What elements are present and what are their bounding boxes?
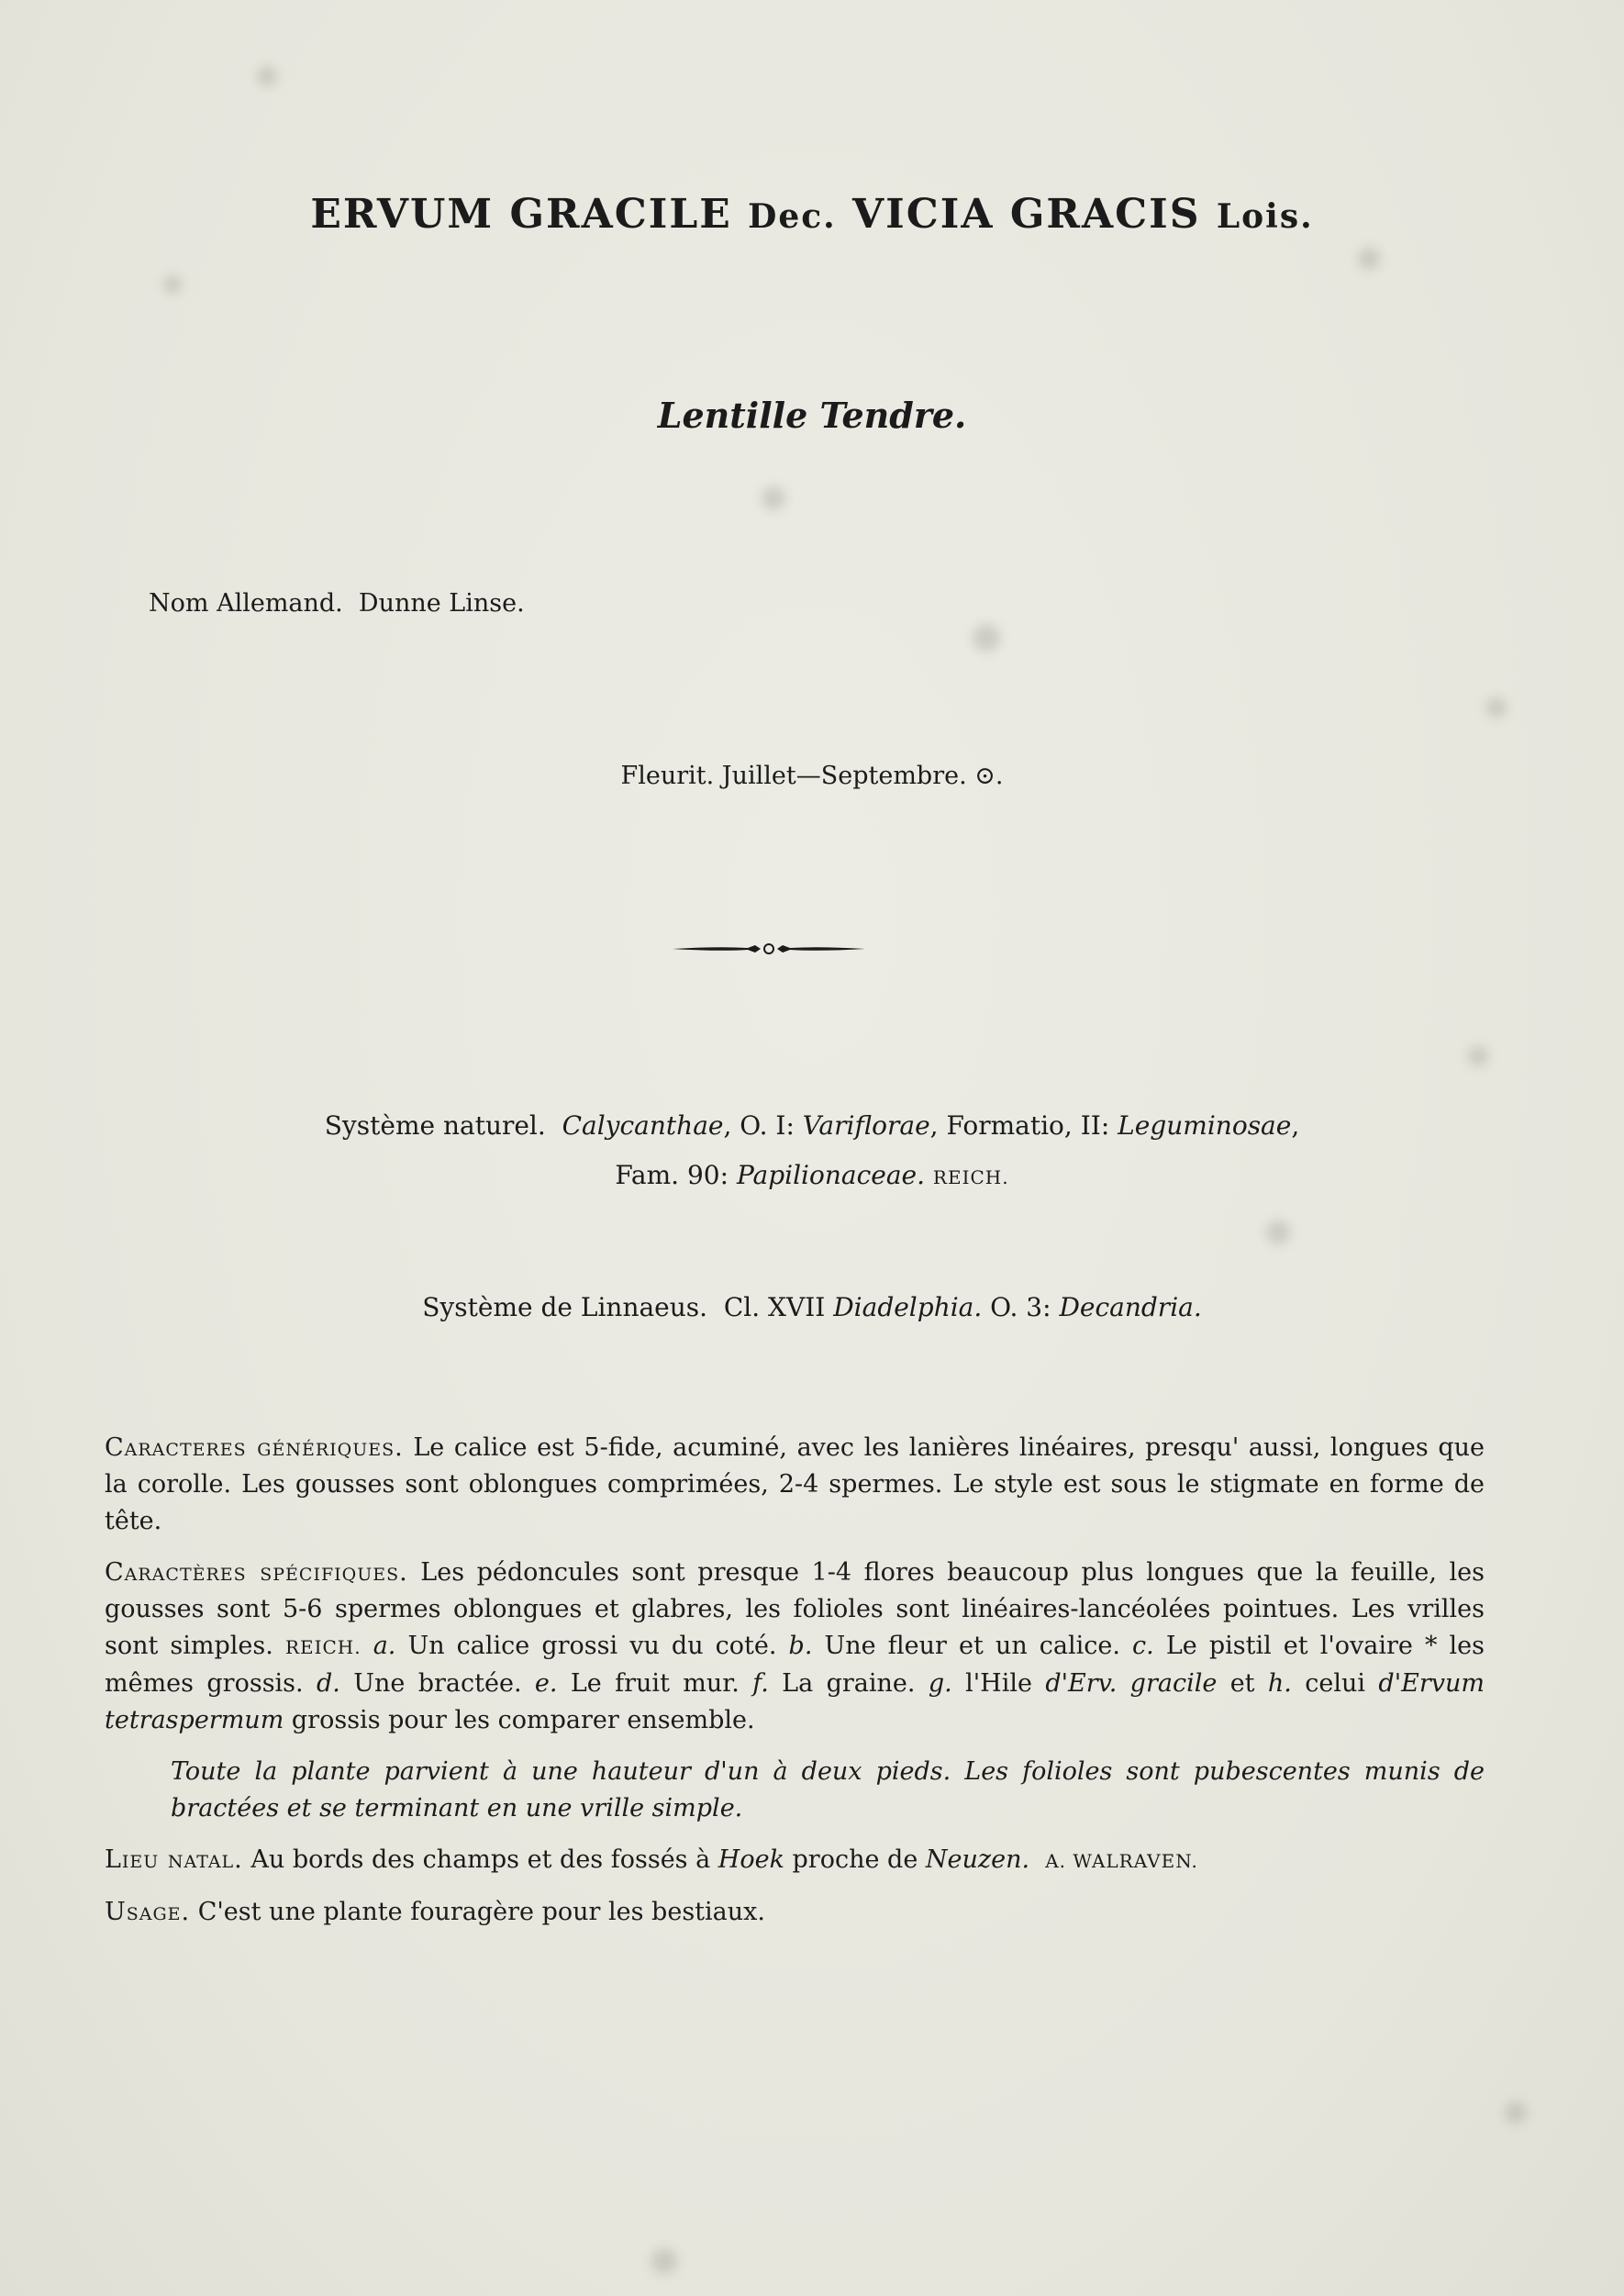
title-genus-ervum: ERVUM GRACILE	[310, 191, 732, 238]
specific-text: Les pédoncules sont presque 1-4 flores beaucoup plus longues que la feuille, les gousses sont 5-6 spermes oblongues et glabres, les folioles sont linéaires-lancéolées pointues. Les vrilles sont simples.	[105, 1558, 1485, 1660]
native-place-text: proche de	[784, 1845, 926, 1874]
usage-label: Usage.	[105, 1898, 191, 1926]
generic-text: Le calice est 5-fide, acuminé, avec les lanières linéaires, presqu' aussi, longues que la corolle. Les gousses sont oblongues comprimées, 2-4 spermes. Le style est sous le stigmate en forme de tête.	[105, 1433, 1485, 1535]
description	[105, 1430, 1485, 1945]
figure-caption: Une bractée.	[339, 1669, 535, 1698]
figure-letter: g.	[928, 1669, 952, 1698]
paper-stain	[973, 624, 1000, 652]
usage	[105, 1894, 1485, 1931]
reference-author: REICH.	[284, 1636, 362, 1658]
family-label: Fam. 90:	[615, 1160, 737, 1190]
common-name: Lentille Tendre.	[657, 395, 967, 436]
reference-author: REICH.	[932, 1166, 1009, 1188]
divider-ornament	[673, 938, 865, 960]
usage-text: C'est une plante fouragère pour les bestiaux.	[190, 1898, 765, 1926]
formatio-name: Leguminosae	[1118, 1110, 1292, 1141]
figure-letter: a.	[373, 1632, 396, 1660]
paper-stain	[1266, 1220, 1290, 1244]
specific-label: Caractères spécifiques.	[105, 1558, 408, 1587]
species-name: d'Erv. gracile	[1045, 1669, 1218, 1698]
figure-caption: Un calice grossi vu du coté.	[395, 1632, 789, 1660]
german-name: Nom Allemand. Dunne Linse.	[149, 589, 525, 618]
figure-letter: h.	[1267, 1669, 1292, 1698]
order-name: Variflorae	[802, 1110, 930, 1141]
paper-stain	[651, 2248, 677, 2274]
place-name: Hoek	[717, 1845, 784, 1874]
linnaeus-class-name: Diadelphia.	[833, 1292, 983, 1322]
paper-stain	[762, 486, 785, 510]
paper-stain	[1358, 248, 1380, 270]
class-name: Calycanthae	[562, 1110, 724, 1141]
paper-stain	[257, 66, 277, 86]
title-genus-vicia: VICIA GRACIS	[852, 191, 1201, 238]
title-author-dec: Dec.	[748, 197, 837, 236]
figure-letter: b.	[788, 1632, 813, 1660]
family-name: Papilionaceae.	[736, 1160, 926, 1190]
figure-caption: l'Hile	[951, 1669, 1046, 1698]
species-name: d'Ervum tetraspermum	[105, 1669, 1485, 1734]
natural-system	[0, 1101, 1624, 1202]
linnaeus-order-name: Decandria.	[1059, 1292, 1202, 1322]
plant-note: Toute la plante parvient à une hauteur d'un à deux pieds. Les folioles sont pubescentes munis de bractées et se terminant en une vrille simple.	[171, 1757, 1485, 1822]
generic-characters	[105, 1430, 1485, 1540]
formatio-label: , Formatio, II:	[929, 1110, 1118, 1141]
paper-stain	[1486, 697, 1507, 718]
page-title	[0, 191, 1624, 238]
linnaeus-label: Système de Linnaeus.	[422, 1292, 708, 1322]
paper-stain	[163, 275, 182, 294]
order-label: , O. I:	[723, 1110, 803, 1141]
linnaeus-order: O. 3:	[982, 1292, 1060, 1322]
native-place	[105, 1842, 1485, 1879]
specific-characters	[105, 1555, 1485, 1739]
native-place-label: Lieu natal.	[105, 1845, 243, 1874]
figure-letter: d.	[317, 1669, 340, 1698]
figure-caption: La graine.	[768, 1669, 929, 1698]
figure-caption: celui	[1291, 1669, 1379, 1698]
figure-caption: grossis pour les comparer ensemble.	[284, 1706, 755, 1734]
punctuation: ,	[1291, 1110, 1300, 1141]
figure-caption: et	[1217, 1669, 1268, 1698]
linnaeus-system	[0, 1292, 1624, 1322]
paper-stain	[1505, 2101, 1527, 2123]
flowering-period: Fleurit. Juillet—Septembre. ⊙.	[620, 762, 1004, 790]
figure-caption: Le pistil et l'ovaire * les mêmes grossis.	[105, 1632, 1485, 1698]
generic-label: Caracteres génériques.	[105, 1433, 404, 1462]
place-name: Neuzen.	[925, 1845, 1030, 1874]
linnaeus-class: Cl. XVII	[723, 1292, 834, 1322]
figure-caption: Le fruit mur.	[557, 1669, 753, 1698]
figure-letter: f.	[752, 1669, 769, 1698]
natural-system-label: Système naturel.	[324, 1110, 546, 1141]
figure-caption: Une fleur et un calice.	[812, 1632, 1133, 1660]
collector-name: A. WALRAVEN.	[1045, 1850, 1198, 1872]
figure-letter: c.	[1132, 1632, 1154, 1660]
figure-letter: e.	[534, 1669, 558, 1698]
title-author-lois: Lois.	[1216, 197, 1314, 236]
paper-stain	[1468, 1046, 1488, 1066]
native-place-text: Au bords des champs et des fossés à	[242, 1845, 718, 1874]
